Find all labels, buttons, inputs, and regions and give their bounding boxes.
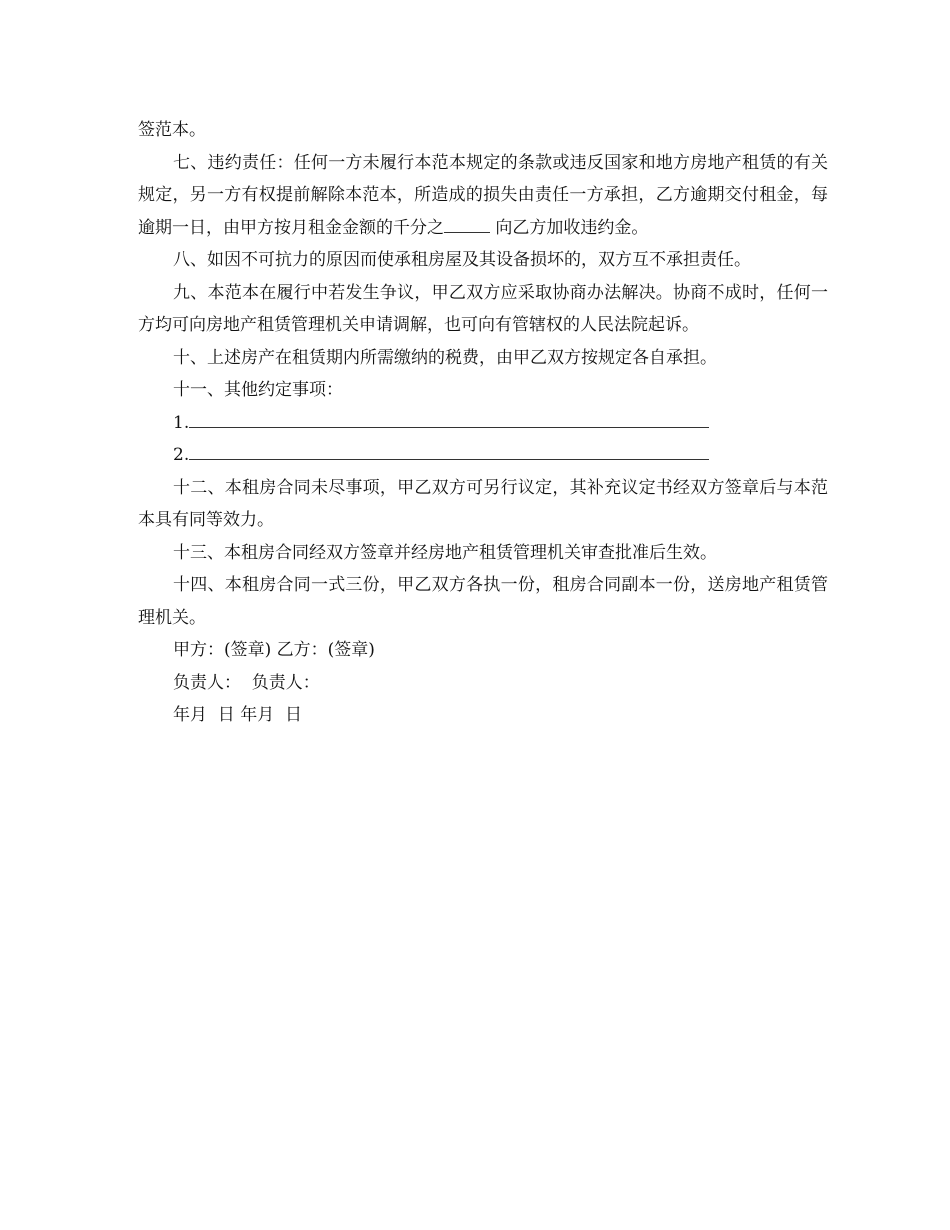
clause-14: 十四、本租房合同一式三份，甲乙双方各执一份，租房合同副本一份，送房地产租赁管理机关。 bbox=[138, 575, 828, 628]
clause-7-text-end: 向乙方加收违约金。 bbox=[495, 217, 649, 238]
item-2-label: 2. bbox=[173, 445, 190, 465]
item-2-blank[interactable] bbox=[189, 441, 709, 460]
signature-dates: 年月 日 年月 日 bbox=[173, 705, 303, 725]
signature-persons: 负责人： 负责人： bbox=[173, 672, 320, 693]
clause-8: 八、如因不可抗力的原因而使承租房屋及其设备损坏的，双方互不承担责任。 bbox=[173, 250, 751, 270]
clause-12: 十二、本租房合同未尽事项，甲乙双方可另行议定，其补充议定书经双方签章后与本范本具有同等效力。 bbox=[138, 477, 828, 530]
clause-10: 十、上述房产在租赁期内所需缴纳的税费，由甲乙双方按规定各自承担。 bbox=[173, 347, 717, 368]
clause-11: 十一、其他约定事项： bbox=[173, 380, 343, 400]
continuation-line: 签范本。 bbox=[138, 120, 206, 140]
other-item-2 bbox=[138, 439, 828, 472]
item-1-label: 1. bbox=[173, 412, 190, 433]
clause-7-text: 七、违约责任：任何一方未履行本范本规定的条款或违反国家和地方房地产租赁的有关规定，另一方有权提前解除本范本，所造成的损失由责任一方承担，乙方逾期交付租金，每逾期一日，由甲方按月租金金额的千分之 bbox=[138, 152, 828, 238]
penalty-rate-blank[interactable] bbox=[444, 214, 490, 233]
clause-13: 十三、本租房合同经双方签章并经房地产租赁管理机关审查批准后生效。 bbox=[173, 542, 717, 563]
item-1-blank[interactable] bbox=[189, 409, 709, 428]
signature-parties: 甲方：(签章) 乙方：(签章) bbox=[173, 640, 375, 660]
other-item-1 bbox=[138, 407, 828, 440]
contract-page bbox=[138, 114, 828, 732]
clause-7 bbox=[138, 147, 828, 245]
clause-9: 九、本范本在履行中若发生争议，甲乙双方应采取协商办法解决。协商不成时，任何一方均可向房地产租赁管理机关申请调解，也可向有管辖权的人民法院起诉。 bbox=[138, 282, 828, 335]
